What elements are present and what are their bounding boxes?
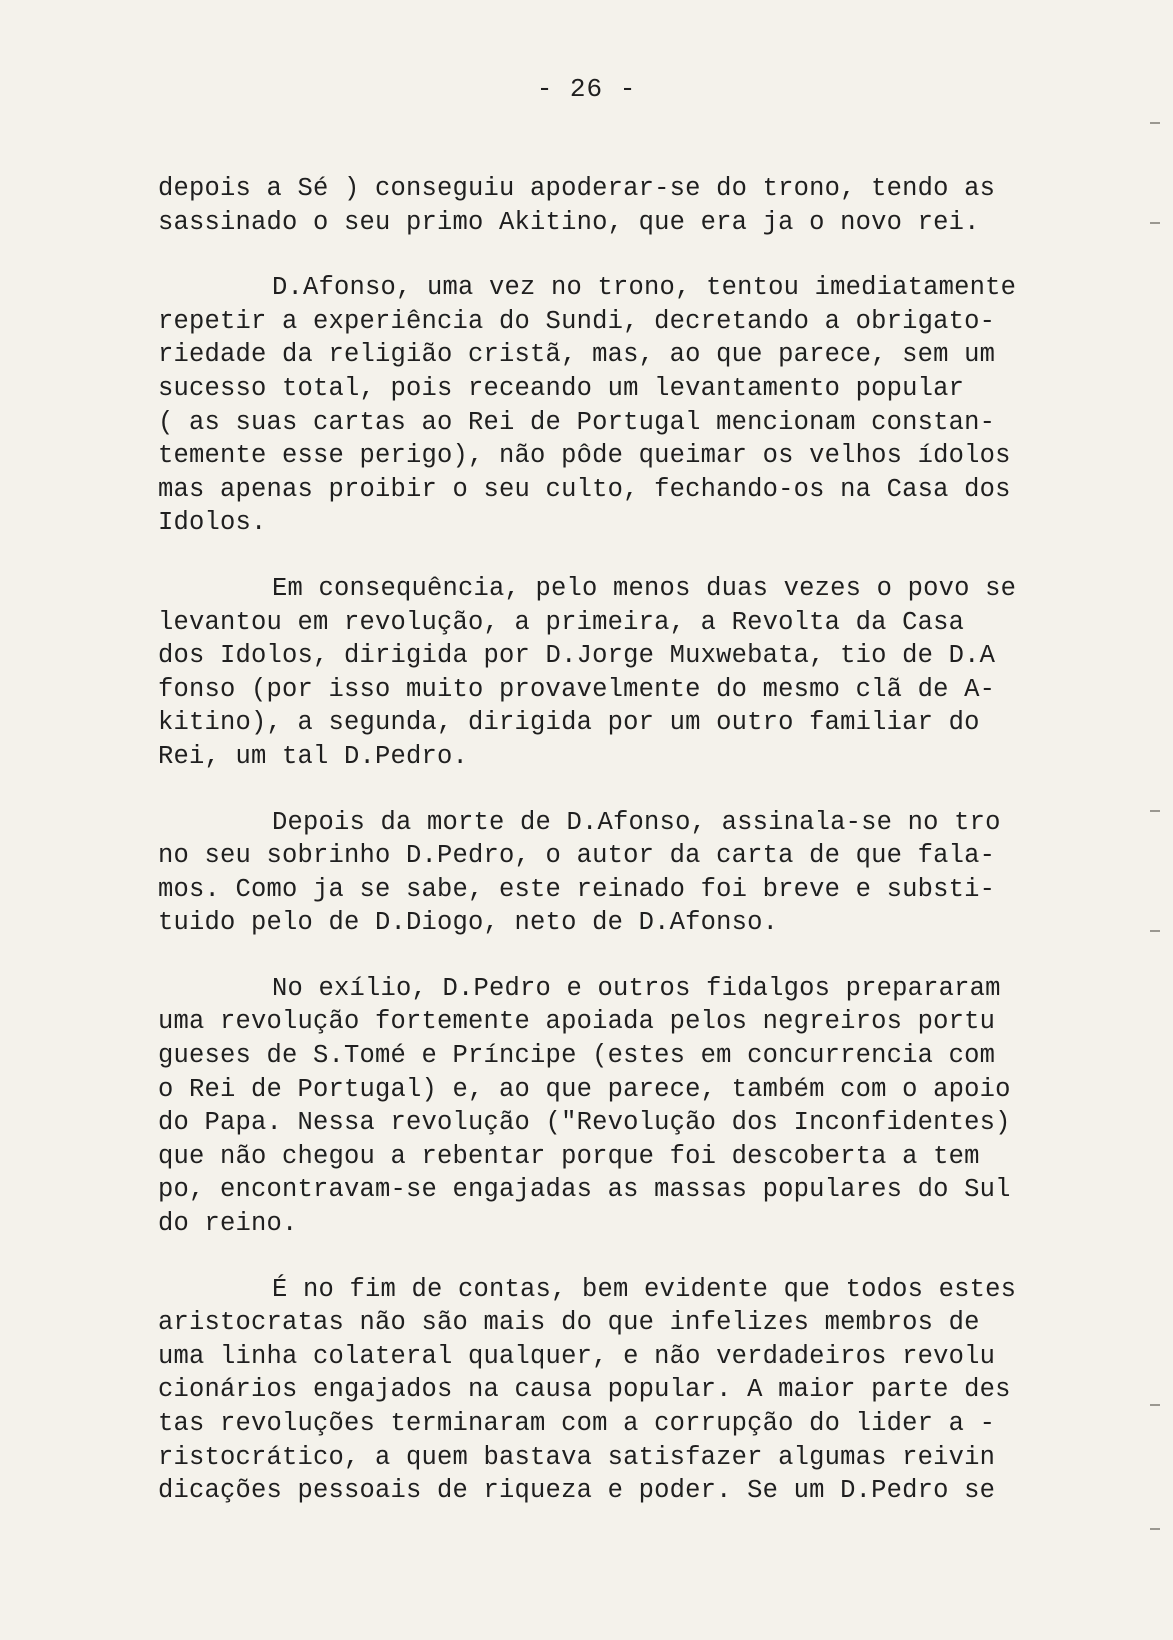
text-line: repetir a experiência do Sundi, decretando a obrigato- — [158, 306, 996, 336]
text-line: Depois da morte de D.Afonso, assinala-se no tro — [272, 807, 1001, 837]
text-line: aristocratas não são mais do que infelizes membros de — [158, 1308, 980, 1338]
text-line: dos Idolos, dirigida por D.Jorge Muxwebata, tio de D.A — [158, 641, 996, 671]
paragraph-4 — [158, 806, 1068, 940]
text-line: ristocrático, a quem bastava satisfazer algumas reivin — [158, 1442, 996, 1472]
text-line: o Rei de Portugal) e, ao que parece, também com o apoio — [158, 1074, 1011, 1104]
text-line: do Papa. Nessa revolução ("Revolução dos Inconfidentes) — [158, 1108, 1011, 1138]
margin-mark — [1150, 930, 1160, 932]
text-line: temente esse perigo), não pôde queimar os velhos ídolos — [158, 441, 1011, 471]
text-line: Rei, um tal D.Pedro. — [158, 741, 469, 771]
text-line: cionários engajados na causa popular. A maior parte des — [158, 1375, 1011, 1405]
margin-mark — [1150, 1528, 1160, 1530]
text-line: gueses de S.Tomé e Príncipe (estes em concurrencia com — [158, 1041, 996, 1071]
text-line: po, encontravam-se engajadas as massas populares do Sul — [158, 1175, 1011, 1205]
margin-mark — [1150, 1404, 1160, 1406]
paragraph-6 — [158, 1273, 1068, 1508]
margin-mark — [1150, 222, 1160, 224]
text-line: dicações pessoais de riqueza e poder. Se um D.Pedro se — [158, 1476, 996, 1506]
text-line: uma linha colateral qualquer, e não verdadeiros revolu — [158, 1341, 996, 1371]
paragraph-2 — [158, 271, 1068, 540]
text-line: mos. Como ja se sabe, este reinado foi breve e substi- — [158, 874, 996, 904]
text-line: depois a Sé ) conseguiu apoderar-se do trono, tendo as — [158, 174, 996, 203]
text-line: Idolos. — [158, 508, 267, 538]
text-line: sassinado o seu primo Akitino, que era ja o novo rei. — [158, 207, 980, 237]
text-line: levantou em revolução, a primeira, a Revolta da Casa — [158, 607, 965, 637]
text-line: tuido pelo de D.Diogo, neto de D.Afonso. — [158, 908, 779, 938]
paragraph-3 — [158, 572, 1068, 774]
paragraph-5 — [158, 972, 1068, 1241]
text-line: sucesso total, pois receando um levantamento popular — [158, 373, 965, 403]
page-body — [158, 172, 1068, 1540]
text-line: Em consequência, pelo menos duas vezes o povo se — [272, 573, 1017, 603]
text-line: tas revoluções terminaram com a corrupção do lider a - — [158, 1409, 996, 1438]
text-line: fonso (por isso muito provavelmente do mesmo clã de A- — [158, 674, 996, 704]
text-line: D.Afonso, uma vez no trono, tentou imediatamente — [272, 273, 1017, 303]
margin-mark — [1150, 810, 1160, 812]
text-line: uma revolução fortemente apoiada pelos negreiros portu — [158, 1007, 996, 1037]
paragraph-1 — [158, 172, 1068, 239]
text-line: É no fim de contas, bem evidente que todos estes — [272, 1274, 1017, 1304]
text-line: mas apenas proibir o seu culto, fechando-os na Casa dos — [158, 474, 1011, 504]
text-line: no seu sobrinho D.Pedro, o autor da carta de que fala- — [158, 841, 996, 871]
text-line: ( as suas cartas ao Rei de Portugal mencionam constan- — [158, 407, 996, 437]
text-line: que não chegou a rebentar porque foi descoberta a tem — [158, 1141, 980, 1171]
page-number: - 26 - — [536, 74, 637, 104]
text-line: do reino. — [158, 1209, 298, 1239]
margin-mark — [1150, 122, 1160, 124]
text-line: No exílio, D.Pedro e outros fidalgos prepararam — [272, 973, 1001, 1003]
text-line: riedade da religião cristã, mas, ao que parece, sem um — [158, 340, 996, 370]
text-line: kitino), a segunda, dirigida por um outro familiar do — [158, 708, 980, 738]
